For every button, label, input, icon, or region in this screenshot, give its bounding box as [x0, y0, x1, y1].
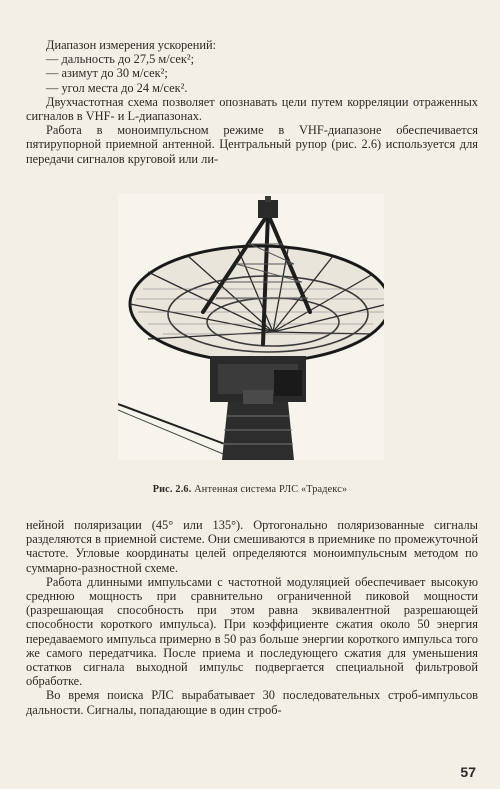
intro-title: Диапазон измерения ускорений:	[46, 38, 217, 52]
intro-list	[26, 52, 478, 95]
top-text-block	[26, 38, 478, 166]
bottom-text-block	[26, 518, 478, 717]
paragraph: Двухчастотная схема позволяет опознавать цели путем корреляции отраженных сигналов в VHF- и L-диапазонах.	[26, 94, 478, 124]
intro-item: — дальность до 27,5 м/сек²;	[46, 52, 195, 67]
figure-caption-text: Антенная система РЛС «Традекс»	[194, 484, 348, 495]
page-number: 57	[460, 764, 476, 780]
paragraph: нейной поляризации (45° или 135°). Ортогонально поляризованные сигналы разделяются в приемной системе. Они смешиваются в приемнике по промежуточной частоте. Угловые координаты целей определяются моноимпульсным методом по суммарно-разностной схеме.	[26, 518, 478, 575]
paragraph: Работа в моноимпульсном режиме в VHF-диапазоне обеспечивается пятирупорной приемной антенной. Центральный рупор (рис. 2.6) используется для передачи сигналов круговой или ли-	[26, 123, 478, 166]
paragraph: Во время поиска РЛС вырабатывает 30 последовательных строб-импульсов дальности. Сигналы, попадающие в один строб-	[26, 688, 478, 717]
intro-item: — угол места до 24 м/сек².	[46, 80, 188, 95]
figure-caption	[0, 484, 500, 495]
paragraph: Работа длинными импульсами с частотной модуляцией обеспечивает высокую среднюю мощность при сравнительно ограниченной пиковой мощности (разрешающая способность при этом равна эквивалентной разрешающей способности короткого импульса). При коэффициенте сжатия около 50 энергия передаваемого импульса примерно в 50 раз больше энергии короткого импульса того же самого передатчика. После приема и последующего сжатия для уменьшения остатков сигнала выходной импульс подвергается специальной фильтровой обработке.	[26, 574, 478, 689]
figure-caption-label: Рис. 2.6.	[152, 484, 192, 495]
radar-antenna-illustration	[118, 194, 384, 460]
antenna-photo	[118, 194, 384, 460]
intro-item: — азимут до 30 м/сек²;	[46, 66, 168, 81]
